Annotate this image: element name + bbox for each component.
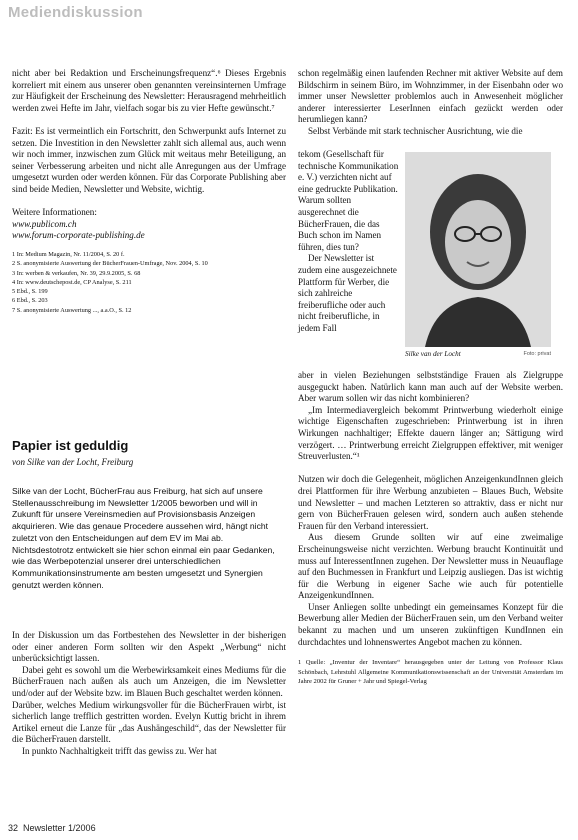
link-publicom[interactable]: www.publicom.ch	[12, 218, 77, 229]
caption-name: Silke van der Locht	[405, 350, 461, 358]
footnote-1: 1 In: Medium Magazin, Nr. 11/2004, S. 20 f.	[12, 250, 125, 258]
right-paragraph-5: Aus diesem Grunde sollten wir auf eine zweimalige Erscheinungsweise nicht verzichten. Werbung braucht Kontinuität und muss auf InteressentInnen zugehen. Der Newsletter muss in Neuauflage auf den Buchmessen in Frankfurt und Leipzig ausliegen. Das ist wichtig für die Werbung in eigener Sache wie auch für potentielle AnzeigenkundInnen.	[298, 532, 563, 601]
footnote-6: 6 Ebd., S. 203	[12, 297, 48, 305]
author-photo	[405, 152, 551, 347]
info-label: Weitere Informationen:	[12, 207, 97, 218]
page-number: 32	[8, 823, 19, 833]
right-paragraph-6: Unser Anliegen sollte unbedingt ein gemeinsames Konzept für die Bewerbung aller Medien der BücherFrauen sein, um den Verband weiter bekannt zu machen und um unseren zukünftigen KundInnen ein durchdachtes und lohnenswertes Angebot machen zu können.	[298, 601, 563, 647]
body-paragraph-4: In punkto Nachhaltigkeit trifft das gewiss zu. Wer hat	[22, 745, 217, 756]
body-paragraph-1: In der Diskussion um das Fortbestehen des Newsletter in der bisherigen oder einer anderen Form sollten wir den Aspekt „Werbung“ nicht unberücksichtigt lassen.	[12, 630, 286, 664]
right-column-bottom	[298, 370, 563, 686]
right-paragraph-2-start: Selbst Verbände mit stark technischer Ausrichtung, wie die	[308, 125, 523, 136]
right-paragraph-3-full: aber in vielen Beziehungen selbstständige Frauen als Zielgruppe ausgeguckt haben. Natürlich kann man auch auf der Website werben. Aber warum sollen wir das nicht kombinieren?	[298, 370, 563, 404]
footnote-2: 2 S. anonymisierte Auswertung der BücherFrauen-Umfrage, Nov. 2004, S. 10	[12, 260, 208, 268]
article-title: Papier ist geduldig	[12, 438, 129, 453]
footnote-3: 3 In: werben & verkaufen, Nr. 39, 29.9.2005, S. 68	[12, 269, 141, 277]
page-footer	[8, 823, 96, 833]
right-column-wrap	[298, 149, 400, 335]
footnote-5: 5 Ebd., S. 199	[12, 288, 48, 296]
article-body-left	[12, 630, 286, 758]
article-header	[12, 438, 286, 467]
left-column	[12, 68, 286, 315]
lead-paragraph: Silke van der Locht, BücherFrau aus Freiburg, hat sich auf unsere Stellenausschreibung im Newsletter 1/2005 beworben und will in Zukunft für unsere Vereinsmedien auf Provisionsbasis Anzeigen akquirieren. Wie das genaue Procedere aussehen wird, hängt nicht zuletzt von den Entscheidungen auf dem EV im Mai ab. Nichtsdestotrotz entwickelt sie hier schon einmal ein paar Gedanken, wie das Werbepotenzial unserer drei unterschiedlichen Kommunikationsinstrumente am besten umgesetzt und Synergien genutzt werden können.	[12, 486, 275, 590]
article-lead	[12, 486, 284, 591]
link-forum-corporate-publishing[interactable]: www.forum-corporate-publishing.de	[12, 230, 145, 241]
section-title: Mediendiskussion	[8, 4, 143, 21]
footnote-7: 7 S. anonymisierte Auswertung ..., a.a.O., S. 12	[12, 306, 132, 314]
photo-caption	[405, 350, 551, 358]
right-paragraph-2-narrow: tekom (Gesellschaft für technische Kommunikation e. V.) verzichten nicht auf eine gedruckte Publikation. Warum sollten ausgerechnet die BücherFrauen, die das Buch schon im Namen führen, dies tun?	[298, 149, 399, 252]
article-byline: von Silke van der Locht, Freiburg	[12, 457, 134, 467]
paragraph-fazit: Fazit: Es ist vermeintlich ein Fortschritt, den Schwerpunkt aufs Internet zu setzen. Die Investition in den Newsletter zahlt sich allemal aus, auch wenn wir noch immer, inzwischen zum Glück mit weitaus mehr Beteiligung, an seiner Verbesserung arbeiten und nicht alle Anregungen aus der Umfrage umgesetzt wurden oder werden können. Für das Corporate Publishing aber sind beide Medien, Newsletter und Website, wichtig.	[12, 125, 286, 194]
caption-credit: Foto: privat	[523, 351, 551, 357]
right-column-top	[298, 68, 563, 138]
right-footnote: 1 Quelle: „Inventur der Inventare“ herausgegeben unter der Leitung von Professor Klaus Schönbach, Lehrstuhl Allgemeine Kommunikationswissenschaft an der Universität Amsterdam im Jahre 2002 für Gruner + Jahr und Spiegel-Verlag	[298, 659, 563, 686]
right-quote: „Im Intermediavergleich bekommt Printwerbung wiederholt einige wichtige Eigenschaften zugeschrieben: Printwerbung ist in ihren Wirkungen nachhaltiger; Effekte dauern länger an; Sättigung wird verzögert. … Printwerbung erreicht Zielgruppen effektiver, mit weniger Streuverlusten.“¹	[298, 404, 563, 462]
body-paragraph-2: Dabei geht es sowohl um die Werbewirksamkeit eines Mediums für die BücherFrauen nach außen als auch um Anzeigen, die im Newsletter und/oder auf der Website bzw. im Blauen Buch geschaltet werden können.	[12, 664, 286, 698]
right-paragraph-1: schon regelmäßig einen laufenden Rechner mit aktiver Website auf dem Bildschirm in seinem Büro, im Wohnzimmer, in der Eisenbahn oder wo immer unser Newsletter problemlos auch in Anwesenheit möglicher anderer interessierter LeserInnen einfach gezückt werden oder herumliegen kann?	[298, 68, 563, 125]
right-paragraph-4: Nutzen wir doch die Gelegenheit, möglichen AnzeigenkundInnen gleich drei Plattformen für ihre Werbung anzubieten – Blaues Buch, Website und Newsletter – und machen Letzteren so attraktiv, dass er nicht nur gern von BücherFrauen gelesen wird, sondern auch außen stehende Frauen für den Verband interessiert.	[298, 474, 563, 531]
body-paragraph-3: Darüber, welches Medium wirkungsvoller für die BücherFrauen wirbt, ist sicherlich lange trefflich gestritten worden. Evelyn Kuttig bricht in ihrem Artikel erneut die Lanze für „das Aushängeschild“, das der Newsletter für die BücherFrauen darstellt.	[12, 699, 286, 745]
right-paragraph-3-narrow: Der Newsletter ist zudem eine ausgezeichnete Plattform für Werber, die sich zahlreiche freiberufliche oder auch nicht freiberufliche, in jedem Fall	[298, 253, 397, 333]
footnote-4: 4 In: www.deutschepost.de, CP Analyse, S. 211	[12, 278, 132, 286]
paragraph-result: nicht aber bei Redaktion und Erscheinungsfrequenz“.⁶ Dieses Ergebnis korreliert mit einem aus unserer oben genannten vereinsinternen Umfrage zur Häufigkeit der Erscheinung des Newsletter: Herausragend mehrheitlich werden zwei Hefte im Jahr, vielfach sogar bis zu vier Hefte gewünscht.⁷	[12, 68, 286, 113]
issue-label: Newsletter 1/2006	[23, 823, 96, 833]
footnotes-list	[12, 250, 286, 315]
